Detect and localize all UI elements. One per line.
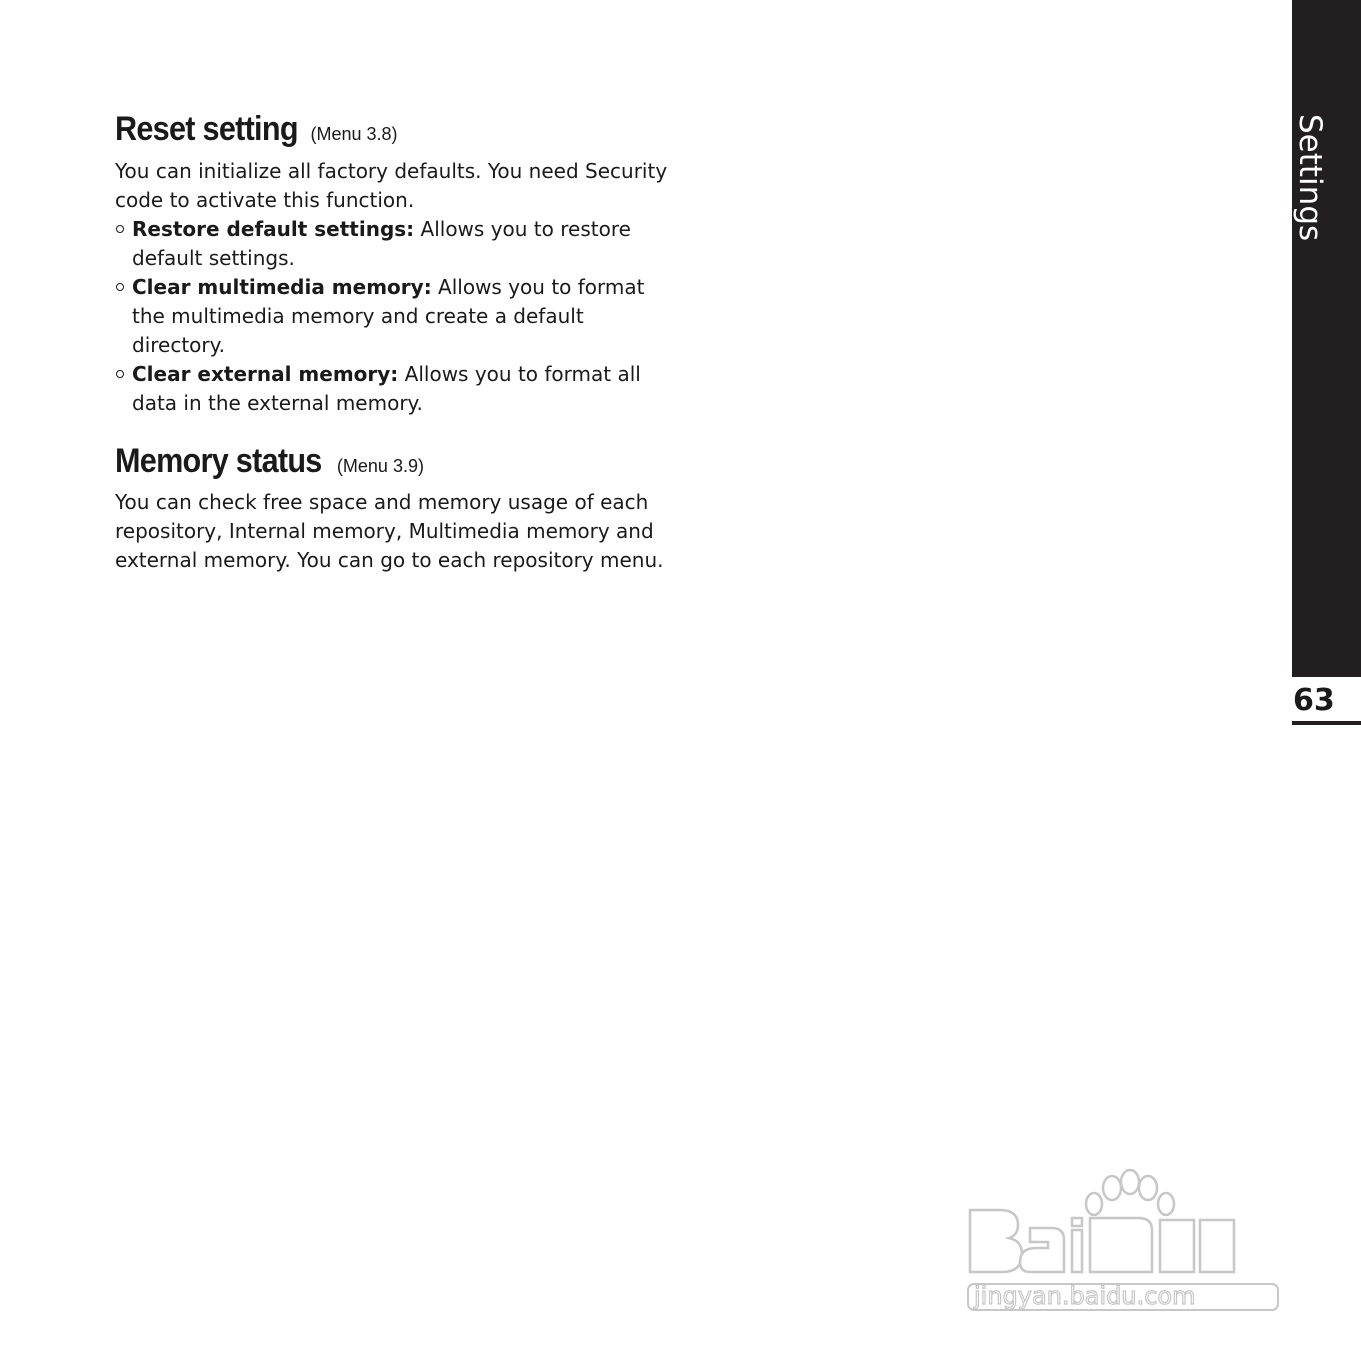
option-description: Allows you to format all data in the external memory. bbox=[132, 361, 641, 415]
option-label: Clear multimedia memory: bbox=[132, 274, 432, 299]
page-number-rule bbox=[1292, 721, 1361, 725]
list-item bbox=[115, 273, 675, 360]
section-intro: You can initialize all factory defaults. You need Security code to activate this function. bbox=[115, 158, 668, 212]
section-intro: You can check free space and memory usage of each repository, Internal memory, Multimedia memory and external memory. You can go to each repository menu. bbox=[115, 490, 664, 572]
page-content bbox=[115, 108, 675, 575]
watermark-url: jingyan.baidu.com bbox=[974, 1282, 1196, 1310]
section-heading bbox=[115, 440, 675, 483]
bullet-icon bbox=[116, 283, 124, 291]
option-description: Allows you to format the multimedia memory and create a default directory. bbox=[132, 274, 645, 357]
baidu-watermark-logo bbox=[960, 1160, 1290, 1320]
section-title: Memory status bbox=[115, 441, 322, 480]
menu-reference: (Menu 3.9) bbox=[336, 455, 424, 476]
option-label: Restore default settings: bbox=[132, 216, 415, 241]
option-description: Allows you to restore default settings. bbox=[132, 216, 631, 270]
page-number: 63 bbox=[1293, 683, 1335, 718]
chapter-tab-label: Settings bbox=[1292, 114, 1328, 242]
chapter-tab bbox=[1292, 0, 1361, 677]
menu-reference: (Menu 3.8) bbox=[310, 124, 398, 144]
section-title: Reset setting bbox=[115, 110, 298, 148]
list-item bbox=[115, 360, 675, 418]
bullet-icon bbox=[116, 225, 124, 233]
reset-setting-section bbox=[115, 108, 675, 418]
option-list bbox=[115, 215, 675, 418]
memory-status-section bbox=[115, 440, 675, 576]
bullet-icon bbox=[116, 370, 124, 378]
list-item bbox=[115, 215, 675, 273]
section-heading bbox=[115, 108, 675, 151]
option-label: Clear external memory: bbox=[132, 361, 399, 386]
